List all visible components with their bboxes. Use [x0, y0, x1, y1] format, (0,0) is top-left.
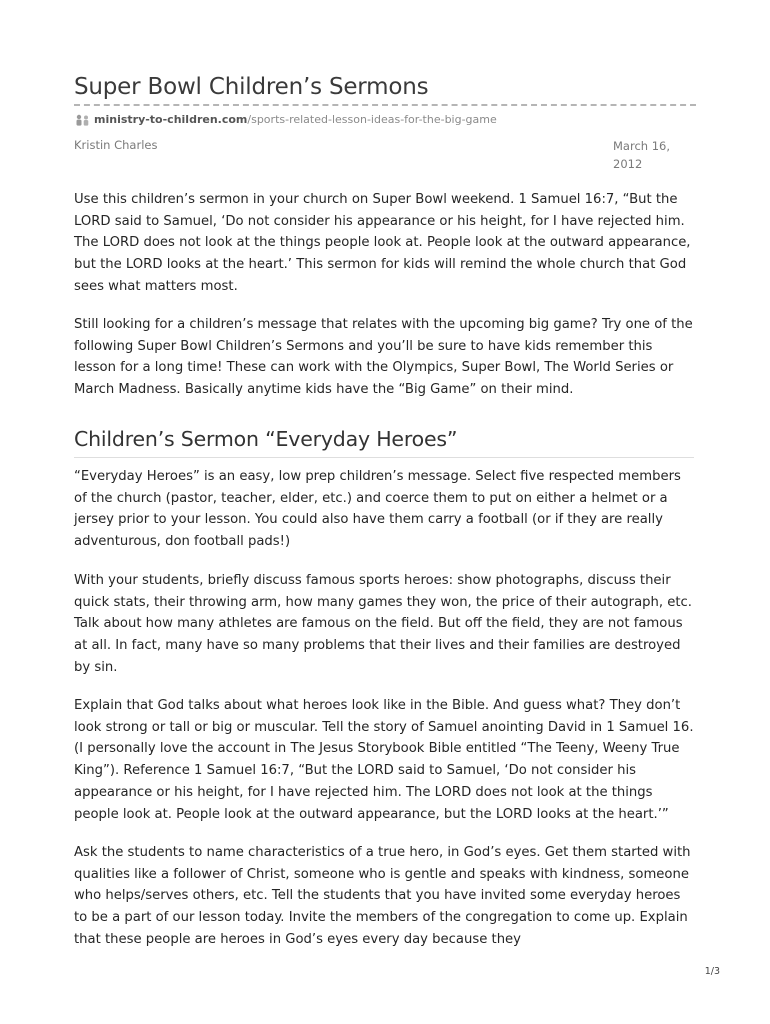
source-line — [74, 112, 497, 128]
title-divider — [74, 104, 696, 106]
source-path[interactable]: /sports-related-lesson-ideas-for-the-big-game — [247, 113, 497, 126]
author-name: Kristin Charles — [74, 138, 158, 152]
section-paragraph-4: Ask the students to name characteristics of a true hero, in God’s eyes. Get them started with qualities like a follower of Christ, someone who is gentle and speaks with kindness, someone who helps/serves others, etc. Tell the students that you have invited some everyday heroes to be a part of our lesson today. Invite the members of the congregation to come up. Explain that these people are heroes in God’s eyes every day because they — [74, 845, 691, 947]
section-heading: Children’s Sermon “Everyday Heroes” — [74, 427, 458, 451]
article-title: Super Bowl Children’s Sermons — [74, 74, 429, 100]
intro-paragraph-2: Still looking for a children’s message that relates with the upcoming big game? Try one of the following Super Bowl Children’s Sermons and you’ll be sure to have kids remember this lesson for a long time! These can work with the Olympics, Super Bowl, The World Series or March Madness. Basically anytime kids have the “Big Game” on their mind. — [74, 317, 693, 398]
intro-paragraph-1: Use this children’s sermon in your church on Super Bowl weekend. 1 Samuel 16:7, “But the LORD said to Samuel, ‘Do not consider his appearance or his height, for I have rejected him. The LORD does not look at the things people look at. People look at the outward appearance, but the LORD looks at the heart.’ This sermon for kids will remind the whole church that God sees what matters most. — [74, 192, 691, 294]
source-domain[interactable]: ministry-to-children.com — [94, 113, 248, 126]
section-divider — [74, 457, 694, 458]
section-paragraph-3: Explain that God talks about what heroes look like in the Bible. And guess what? They don’t look strong or tall or big or muscular. Tell the story of Samuel anointing David in 1 Samuel 16. (I personally love the account in The Jesus Storybook Bible entitled “The Teeny, Weeny True King”). Reference 1 Samuel 16:7, “But the LORD said to Samuel, ‘Do not consider his appearance or his height, for I have rejected him. The LORD does not look at the things people look at. People look at the outward appearance, but the LORD looks at the heart.’” — [74, 698, 694, 822]
section-paragraph-1: “Everyday Heroes” is an easy, low prep children’s message. Select five respected members of the church (pastor, teacher, elder, etc.) and coerce them to put on either a helmet or a jersey prior to your lesson. You could also have them carry a football (or if they are really adventurous, don football pads!) — [74, 469, 681, 550]
publish-date: March 16, 2012 — [613, 139, 671, 171]
page-number: 1/3 — [704, 966, 720, 977]
section-paragraph-2: With your students, briefly discuss famous sports heroes: show photographs, discuss their quick stats, their throwing arm, how many games they won, the price of their autograph, etc. Talk about how many athletes are famous on the field. But off the field, they are not famous at all. In fact, many have so many problems that their lives and their families are destroyed by sin. — [74, 573, 692, 675]
people-icon — [74, 114, 92, 126]
